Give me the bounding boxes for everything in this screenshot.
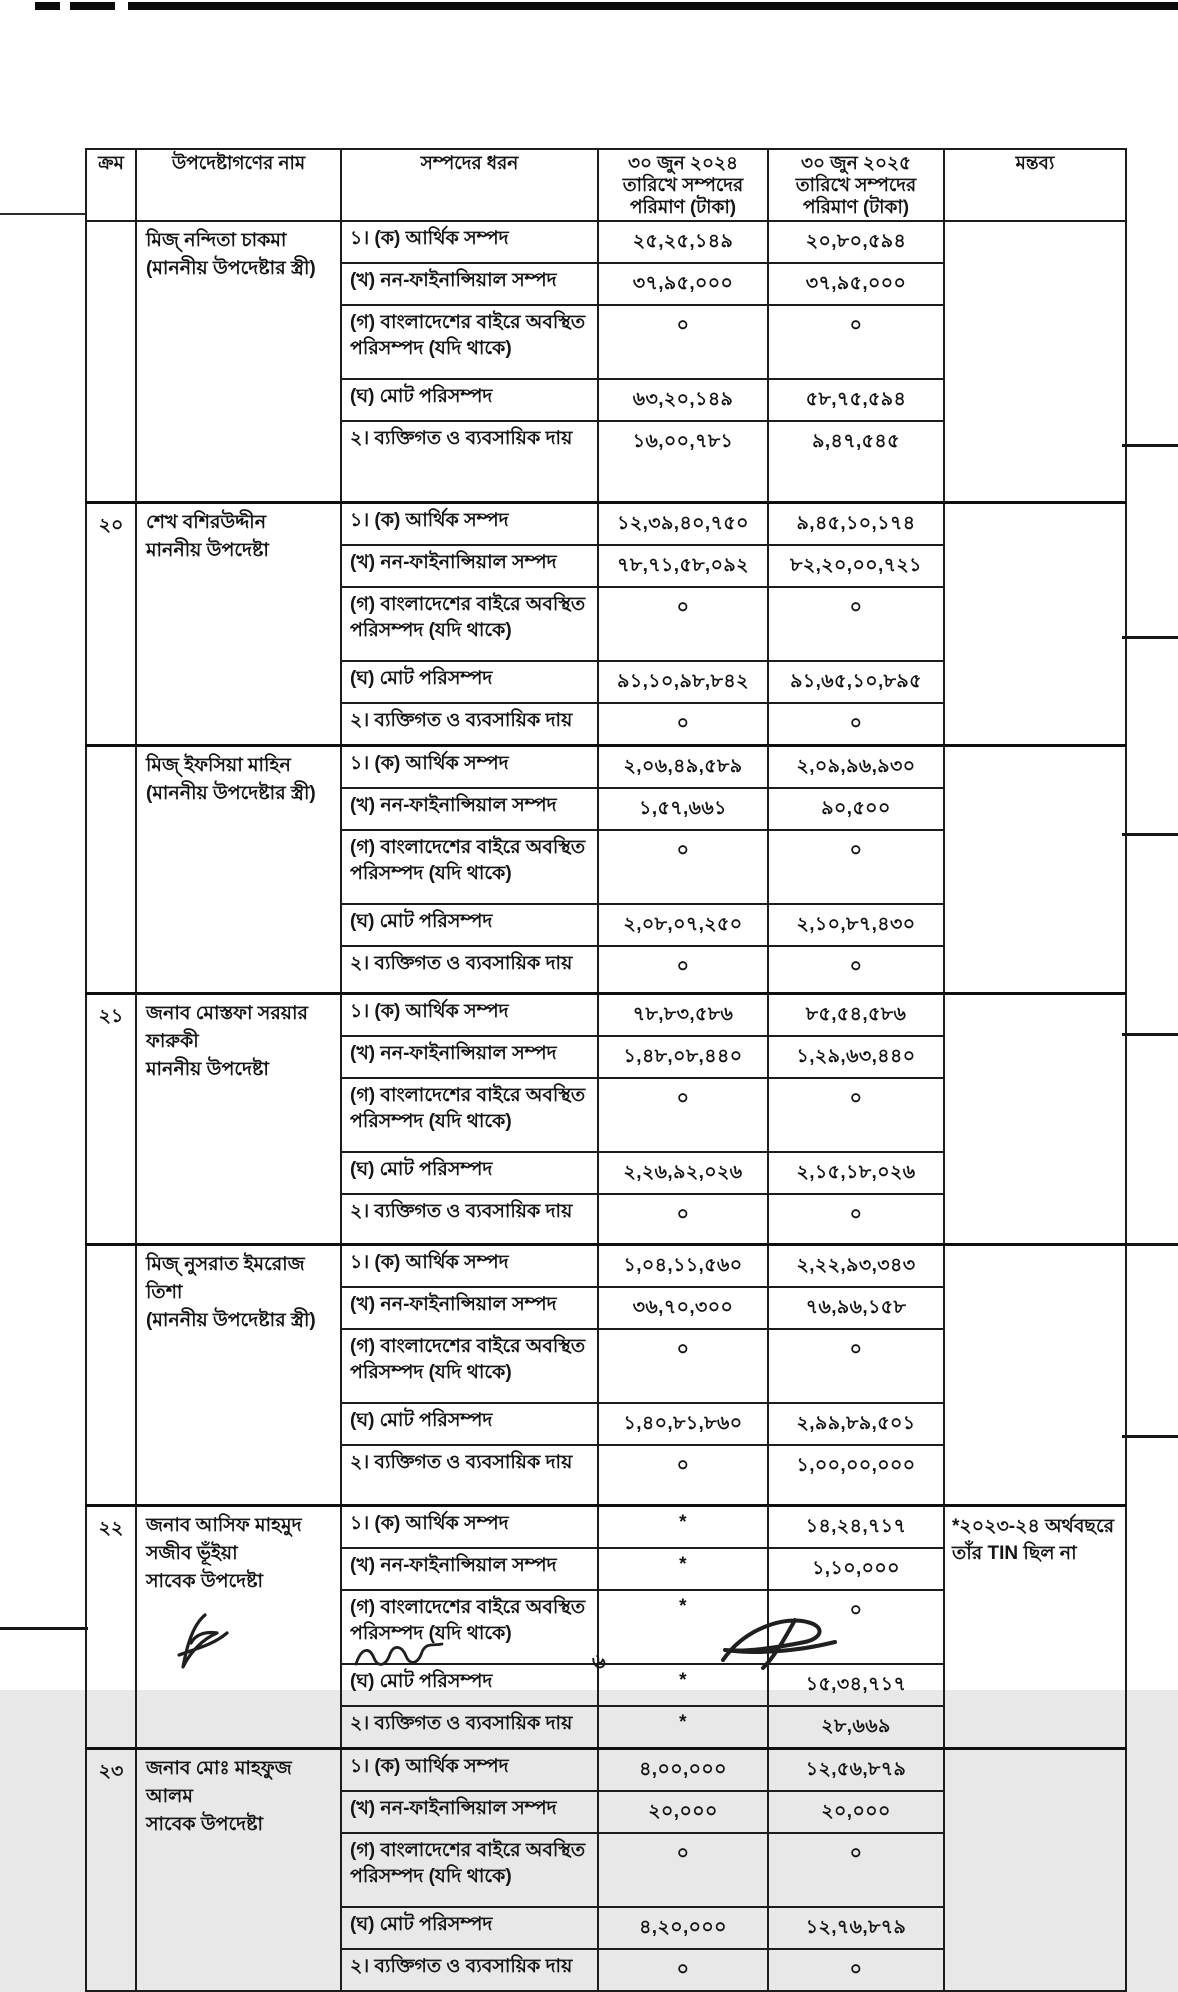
asset-type-label: (গ) বাংলাদেশের বাইরে অবস্থিত পরিসম্পদ (যদি থাকে) — [341, 1078, 598, 1152]
amount-2024: ৩৭,৯৫,০০০ — [598, 263, 768, 305]
advisor-name-cell — [136, 746, 341, 994]
asset-type-label: (গ) বাংলাদেশের বাইরে অবস্থিত পরিসম্পদ (যদি থাকে) — [341, 1590, 598, 1664]
amount-2025: ২,১০,৮৭,৪৩০ — [768, 904, 944, 946]
amount-2024: ০ — [598, 1949, 768, 1991]
asset-type-label: (ঘ) মোট পরিসম্পদ — [341, 1403, 598, 1445]
amount-2025: ০ — [768, 305, 944, 379]
amount-2025: ১৫,৩৪,৭১৭ — [768, 1664, 944, 1706]
asset-type-label: ২। ব্যক্তিগত ও ব্যবসায়িক দায় — [341, 1445, 598, 1506]
comment-cell — [944, 746, 1126, 994]
amount-2025: ৫৮,৭৫,৫৯৪ — [768, 379, 944, 421]
amount-2025: ৯০,৫০০ — [768, 788, 944, 830]
asset-declaration-table — [85, 148, 1127, 1992]
amount-2024: ২,০৬,৪৯,৫৮৯ — [598, 746, 768, 789]
advisor-title: মাননীয় উপদেষ্টা — [146, 540, 269, 561]
advisor-name: জনাব মোস্তফা সরয়ার ফারুকী — [146, 1003, 308, 1052]
amount-2024: ০ — [598, 1445, 768, 1506]
header-amount-2024: ৩০ জুন ২০২৪ তারিখে সম্পদের পরিমাণ (টাকা) — [598, 149, 768, 221]
header-asset-type: সম্পদের ধরন — [341, 149, 598, 221]
serial-cell — [86, 1245, 136, 1506]
serial-cell: ২১ — [86, 994, 136, 1245]
asset-type-label: ২। ব্যক্তিগত ও ব্যবসায়িক দায় — [341, 946, 598, 994]
asset-type-label: ১। (ক) আর্থিক সম্পদ — [341, 746, 598, 789]
asset-type-label: (ঘ) মোট পরিসম্পদ — [341, 661, 598, 703]
amount-2024: ৬৩,২০,১৪৯ — [598, 379, 768, 421]
asset-row — [86, 503, 1126, 546]
separator-line — [0, 213, 87, 215]
amount-2025: ২,৯৯,৮৯,৫০১ — [768, 1403, 944, 1445]
separator-line — [1122, 1435, 1178, 1438]
amount-2025: ১,১০,০০০ — [768, 1548, 944, 1590]
advisor-name-cell — [136, 994, 341, 1245]
amount-2024: ৪,২০,০০০ — [598, 1907, 768, 1949]
page-number: ৬ — [592, 1650, 606, 1673]
advisor-title: (মাননীয় উপদেষ্টার স্ত্রী) — [146, 1310, 316, 1331]
amount-2025: ৯,৪৭,৫৪৫ — [768, 421, 944, 503]
asset-type-label: (গ) বাংলাদেশের বাইরে অবস্থিত পরিসম্পদ (যদি থাকে) — [341, 1833, 598, 1907]
asset-type-label: ২। ব্যক্তিগত ও ব্যবসায়িক দায় — [341, 421, 598, 503]
asset-type-label: ২। ব্যক্তিগত ও ব্যবসায়িক দায় — [341, 703, 598, 746]
amount-2024: * — [598, 1664, 768, 1706]
amount-2025: ০ — [768, 1833, 944, 1907]
asset-type-label: (ঘ) মোট পরিসম্পদ — [341, 379, 598, 421]
advisor-name-cell — [136, 1749, 341, 1992]
comment-cell — [944, 994, 1126, 1245]
amount-2025: ০ — [768, 703, 944, 746]
asset-row — [86, 1749, 1126, 1792]
header-serial: ক্রম — [86, 149, 136, 221]
amount-2024: ১,৪০,৮১,৮৬০ — [598, 1403, 768, 1445]
amount-2025: ২০,৮০,৫৯৪ — [768, 221, 944, 263]
separator-line — [1122, 636, 1178, 639]
serial-cell: ২২ — [86, 1506, 136, 1749]
asset-type-label: ১। (ক) আর্থিক সম্পদ — [341, 1506, 598, 1549]
asset-type-label: (গ) বাংলাদেশের বাইরে অবস্থিত পরিসম্পদ (যদি থাকে) — [341, 587, 598, 661]
asset-type-label: (গ) বাংলাদেশের বাইরে অবস্থিত পরিসম্পদ (যদি থাকে) — [341, 830, 598, 904]
serial-cell: ২৩ — [86, 1749, 136, 1992]
asset-type-label: ১। (ক) আর্থিক সম্পদ — [341, 1749, 598, 1792]
amount-2025: ৭৬,৯৬,১৫৮ — [768, 1287, 944, 1329]
asset-type-label: (খ) নন-ফাইনান্সিয়াল সম্পদ — [341, 1287, 598, 1329]
amount-2024: ০ — [598, 1194, 768, 1245]
separator-line — [1122, 444, 1178, 447]
asset-row — [86, 1245, 1126, 1288]
asset-type-label: ১। (ক) আর্থিক সম্পদ — [341, 221, 598, 263]
amount-2024: ২,২৬,৯২,০২৬ — [598, 1152, 768, 1194]
comment-cell — [944, 503, 1126, 746]
amount-2025: ১২,৭৬,৮৭৯ — [768, 1907, 944, 1949]
amount-2025: ১,০০,০০,০০০ — [768, 1445, 944, 1506]
amount-2025: ৯১,৬৫,১০,৮৯৫ — [768, 661, 944, 703]
header-comment: মন্তব্য — [944, 149, 1126, 221]
asset-type-label: (খ) নন-ফাইনান্সিয়াল সম্পদ — [341, 1036, 598, 1078]
amount-2024: ২,০৮,০৭,২৫০ — [598, 904, 768, 946]
comment-cell — [944, 1749, 1126, 1992]
amount-2025: ০ — [768, 1329, 944, 1403]
signature-mark-3 — [695, 1608, 845, 1678]
advisor-title: (মাননীয় উপদেষ্টার স্ত্রী) — [146, 783, 316, 804]
amount-2025: ২০,০০০ — [768, 1791, 944, 1833]
amount-2025: ০ — [768, 1194, 944, 1245]
asset-type-label: (গ) বাংলাদেশের বাইরে অবস্থিত পরিসম্পদ (যদি থাকে) — [341, 1329, 598, 1403]
advisor-name-cell — [136, 503, 341, 746]
amount-2024: ১৬,০০,৭৮১ — [598, 421, 768, 503]
serial-cell — [86, 746, 136, 994]
amount-2024: ০ — [598, 1833, 768, 1907]
amount-2025: ২,০৯,৯৬,৯৩০ — [768, 746, 944, 789]
comment-cell — [944, 1245, 1126, 1506]
amount-2024: * — [598, 1506, 768, 1549]
amount-2025: ৮৫,৫৪,৫৮৬ — [768, 994, 944, 1037]
asset-row — [86, 1506, 1126, 1549]
scan-artifact-bar — [128, 2, 1178, 10]
amount-2025: ০ — [768, 1590, 944, 1664]
amount-2024: ১,৪৮,০৮,৪৪০ — [598, 1036, 768, 1078]
asset-type-label: ২। ব্যক্তিগত ও ব্যবসায়িক দায় — [341, 1949, 598, 1991]
amount-2025: ২,২২,৯৩,৩৪৩ — [768, 1245, 944, 1288]
separator-line — [1122, 1033, 1178, 1036]
asset-type-label: ২। ব্যক্তিগত ও ব্যবসায়িক দায় — [341, 1194, 598, 1245]
amount-2024: ৯১,১০,৯৮,৮৪২ — [598, 661, 768, 703]
asset-row — [86, 221, 1126, 263]
asset-type-label: ২। ব্যক্তিগত ও ব্যবসায়িক দায় — [341, 1706, 598, 1749]
asset-type-label: (গ) বাংলাদেশের বাইরে অবস্থিত পরিসম্পদ (যদি থাকে) — [341, 305, 598, 379]
amount-2024: ৭৮,৭১,৫৮,০৯২ — [598, 545, 768, 587]
amount-2025: ১২,৫৬,৮৭৯ — [768, 1749, 944, 1792]
amount-2025: ০ — [768, 587, 944, 661]
comment-cell — [944, 221, 1126, 503]
amount-2024: ৩৬,৭০,৩০০ — [598, 1287, 768, 1329]
advisor-name-cell — [136, 1245, 341, 1506]
asset-type-label: (খ) নন-ফাইনান্সিয়াল সম্পদ — [341, 1548, 598, 1590]
separator-line — [1122, 833, 1178, 836]
advisor-name: জনাব মোঃ মাহফুজ আলম — [146, 1758, 292, 1807]
asset-type-label: (খ) নন-ফাইনান্সিয়াল সম্পদ — [341, 263, 598, 305]
amount-2024: * — [598, 1590, 768, 1664]
separator-line — [0, 1627, 88, 1630]
signature-mark-2 — [350, 1638, 450, 1673]
asset-type-label: (খ) নন-ফাইনান্সিয়াল সম্পদ — [341, 788, 598, 830]
amount-2024: ০ — [598, 830, 768, 904]
asset-type-label: (ঘ) মোট পরিসম্পদ — [341, 1907, 598, 1949]
amount-2024: ২০,০০০ — [598, 1791, 768, 1833]
amount-2025: ০ — [768, 946, 944, 994]
table-header-row — [86, 149, 1126, 221]
amount-2024: * — [598, 1548, 768, 1590]
separator-line — [1122, 1243, 1178, 1246]
advisor-title: সাবেক উপদেষ্টা — [146, 1814, 264, 1835]
advisor-name: মিজ্ নন্দিতা চাকমা — [146, 230, 287, 251]
amount-2024: ৭৮,৮৩,৫৮৬ — [598, 994, 768, 1037]
comment-cell: *২০২৩-২৪ অর্থবছরে তাঁর TIN ছিল না — [944, 1506, 1126, 1749]
asset-type-label: ১। (ক) আর্থিক সম্পদ — [341, 994, 598, 1037]
asset-type-label: ১। (ক) আর্থিক সম্পদ — [341, 1245, 598, 1288]
serial-cell: ২০ — [86, 503, 136, 746]
serial-cell — [86, 221, 136, 503]
amount-2024: ০ — [598, 587, 768, 661]
amount-2024: ০ — [598, 1329, 768, 1403]
amount-2024: ০ — [598, 703, 768, 746]
amount-2025: ২,১৫,১৮,০২৬ — [768, 1152, 944, 1194]
scan-artifact-bar — [70, 2, 115, 10]
amount-2025: ১,২৯,৬৩,৪৪০ — [768, 1036, 944, 1078]
advisor-title: (মাননীয় উপদেষ্টার স্ত্রী) — [146, 258, 316, 279]
amount-2025: ১৪,২৪,৭১৭ — [768, 1506, 944, 1549]
scan-artifact-bar — [35, 2, 60, 10]
advisor-title: মাননীয় উপদেষ্টা — [146, 1059, 269, 1080]
amount-2024: ০ — [598, 946, 768, 994]
signature-mark-1 — [165, 1605, 255, 1680]
asset-row — [86, 746, 1126, 789]
amount-2024: ২৫,২৫,১৪৯ — [598, 221, 768, 263]
advisor-title: সাবেক উপদেষ্টা — [146, 1571, 264, 1592]
amount-2024: ১২,৩৯,৪০,৭৫০ — [598, 503, 768, 546]
amount-2024: * — [598, 1706, 768, 1749]
asset-type-label: (খ) নন-ফাইনান্সিয়াল সম্পদ — [341, 545, 598, 587]
asset-type-label: ১। (ক) আর্থিক সম্পদ — [341, 503, 598, 546]
advisor-name: জনাব আসিফ মাহমুদ সজীব ভূঁইয়া — [146, 1515, 302, 1564]
amount-2025: ০ — [768, 830, 944, 904]
amount-2025: ৩৭,৯৫,০০০ — [768, 263, 944, 305]
advisor-name: শেখ বশিরউদ্দীন — [146, 512, 267, 533]
asset-type-label: (ঘ) মোট পরিসম্পদ — [341, 1664, 598, 1706]
asset-type-label: (ঘ) মোট পরিসম্পদ — [341, 904, 598, 946]
amount-2024: ০ — [598, 305, 768, 379]
header-advisor-name: উপদেষ্টাগণের নাম — [136, 149, 341, 221]
asset-row — [86, 994, 1126, 1037]
amount-2025: ০ — [768, 1078, 944, 1152]
advisor-name-cell — [136, 221, 341, 503]
advisor-name: মিজ্ নুসরাত ইমরোজ তিশা — [146, 1254, 305, 1303]
amount-2024: ৪,০০,০০০ — [598, 1749, 768, 1792]
asset-type-label: (ঘ) মোট পরিসম্পদ — [341, 1152, 598, 1194]
amount-2024: ১,০৪,১১,৫৬০ — [598, 1245, 768, 1288]
asset-type-label: (খ) নন-ফাইনান্সিয়াল সম্পদ — [341, 1791, 598, 1833]
amount-2025: ৮২,২০,০০,৭২১ — [768, 545, 944, 587]
amount-2025: ২৮,৬৬৯ — [768, 1706, 944, 1749]
amount-2024: ০ — [598, 1078, 768, 1152]
amount-2024: ১,৫৭,৬৬১ — [598, 788, 768, 830]
advisor-name: মিজ্ ইফসিয়া মাহিন — [146, 755, 291, 776]
header-amount-2025: ৩০ জুন ২০২৫ তারিখে সম্পদের পরিমাণ (টাকা) — [768, 149, 944, 221]
amount-2025: ৯,৪৫,১০,১৭৪ — [768, 503, 944, 546]
amount-2025: ০ — [768, 1949, 944, 1991]
